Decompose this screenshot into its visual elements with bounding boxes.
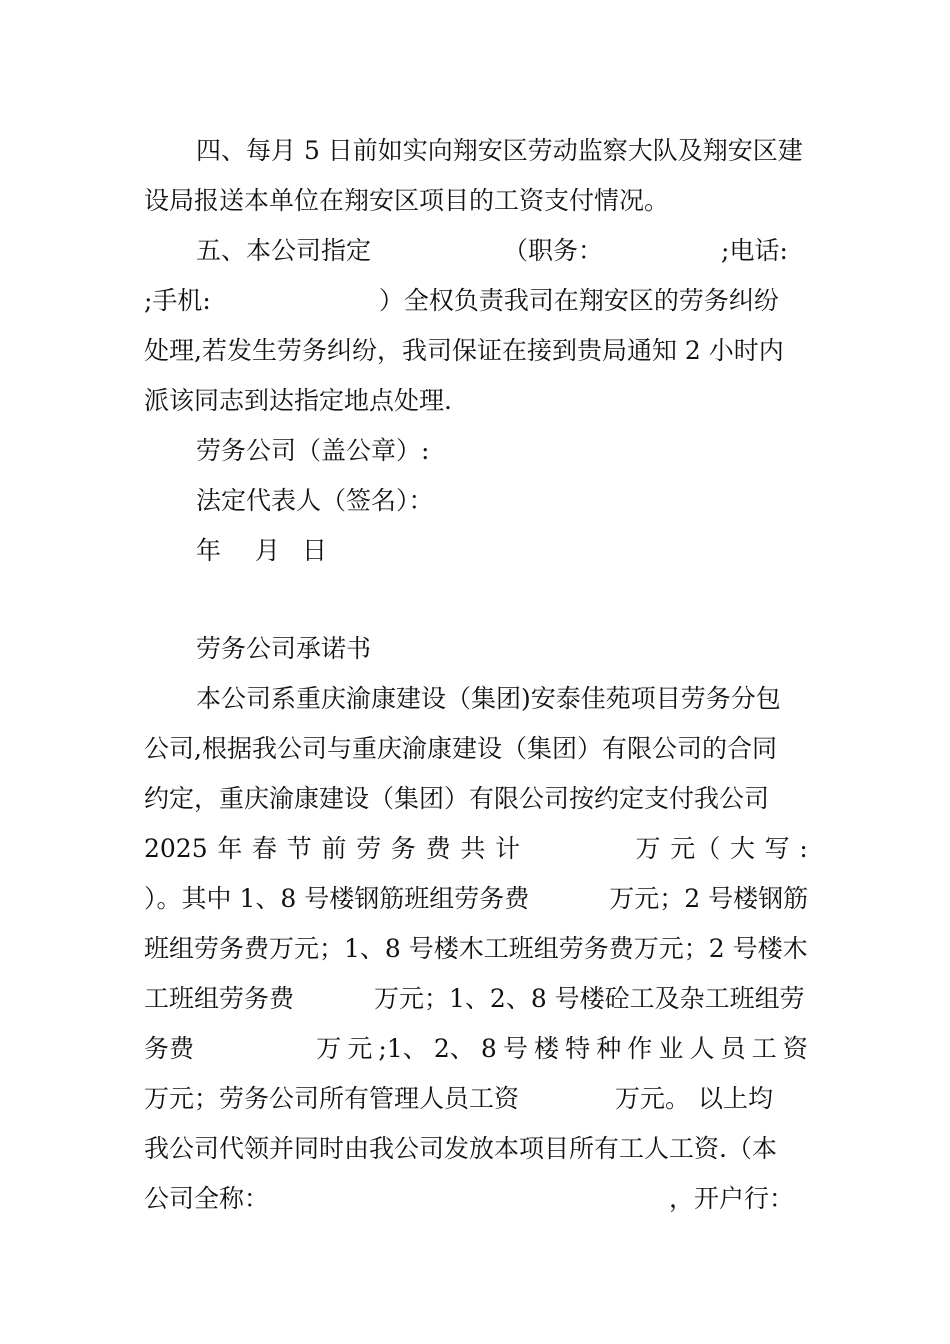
line4-word: 共: [460, 834, 486, 863]
line8-word: 员: [720, 1034, 746, 1063]
line8-word: 务费: [144, 1034, 195, 1063]
date-line: [196, 536, 808, 566]
blank-gap: [530, 834, 626, 864]
line8-word: 2、: [433, 1034, 475, 1063]
management-wage: 万元；劳务公司所有管理人员工资: [144, 1084, 520, 1113]
section-five-designate: 五、本公司指定: [196, 236, 372, 265]
line8-word: 号: [502, 1034, 528, 1063]
rebar-fee-1-8: ）。其中 1、8 号楼钢筋班组劳务费: [144, 884, 530, 913]
section-four-line-2: 设局报送本单位在翔安区项目的工资支付情况。: [144, 186, 670, 215]
commitment-line-2: 公司,根据我公司与重庆渝康建设（集团）有限公司的合同: [144, 734, 777, 763]
line4-word: 劳: [356, 834, 382, 863]
line8-word: 种: [596, 1034, 622, 1063]
company-seal-label: 劳务公司（盖公章）:: [196, 436, 430, 465]
commitment-line-5: [144, 884, 808, 914]
section-five-line-3: 处理,若发生劳务纠纷，我司保证在接到贵局通知 2 小时内: [144, 336, 784, 365]
above-all: 万元。 以上均: [615, 1084, 773, 1113]
line8-word: ;1、: [378, 1034, 428, 1063]
commitment-line-10: 我公司代领并同时由我公司发放本项目所有工人工资.（本: [144, 1134, 777, 1163]
line4-word: 春: [252, 834, 278, 863]
line8-word: 资: [782, 1034, 808, 1063]
blank-gap: [200, 1034, 310, 1064]
commitment-line-11: [144, 1184, 808, 1214]
date-year: 年: [196, 536, 222, 565]
line8-word: 8: [480, 1034, 497, 1063]
line8-word: 楼: [533, 1034, 559, 1063]
date-month: 月: [255, 536, 281, 565]
section-five-mobile: ;手机:: [144, 286, 211, 315]
section-five-line-1: [196, 236, 808, 266]
line8-word: 特: [565, 1034, 591, 1063]
section-five-responsibility: ）全权负责我司在翔安区的劳务纠纷: [378, 286, 779, 315]
date-day: 日: [302, 536, 328, 565]
line8-word: 人: [689, 1034, 715, 1063]
bank-label: ，开户行：: [669, 1184, 795, 1213]
line4-word: 2025: [144, 834, 208, 863]
commitment-line-4: [144, 834, 808, 864]
section-four-line-1: 四、每月 5 日前如实向翔安区劳动监察大队及翔安区建: [196, 136, 803, 165]
section-five-line-4: 派该同志到达指定地点处理.: [144, 386, 452, 415]
line4-word: :: [799, 834, 808, 863]
commitment-line-8: [144, 1034, 808, 1064]
section-five-phone: ;电话:: [721, 236, 788, 265]
concrete-fee: 万元；1、2、8 号楼砼工及杂工班组劳: [374, 984, 805, 1013]
line4-word: 元（: [670, 834, 721, 863]
line4-word: 务: [390, 834, 416, 863]
line4-word: 前: [321, 834, 347, 863]
line4-word: 费: [425, 834, 451, 863]
commitment-line-6: 班组劳务费万元；1、8 号楼木工班组劳务费万元；2 号楼木: [144, 934, 808, 963]
section-five-position: （职务：: [503, 236, 604, 265]
line4-word: 万: [635, 834, 661, 863]
line8-word: 万: [316, 1034, 342, 1063]
commitment-title: 劳务公司承诺书: [196, 634, 372, 663]
carpentry-fee-2: 工班组劳务费: [144, 984, 295, 1013]
line4-word: 写: [764, 834, 790, 863]
commitment-line-1: 本公司系重庆渝康建设（集团)安泰佳苑项目劳务分包: [196, 684, 781, 713]
line4-word: 年: [217, 834, 243, 863]
line8-word: 业: [658, 1034, 684, 1063]
line8-word: 工: [751, 1034, 777, 1063]
rebar-fee-2: 万元；2 号楼钢筋: [609, 884, 809, 913]
commitment-line-7: [144, 984, 808, 1014]
line4-word: 大: [729, 834, 755, 863]
company-full-name-label: 公司全称：: [144, 1184, 270, 1213]
line4-word: 计: [495, 834, 521, 863]
line4-word: 节: [286, 834, 312, 863]
commitment-line-3: 约定，重庆渝康建设（集团）有限公司按约定支付我公司: [144, 784, 770, 813]
line8-word: 作: [627, 1034, 653, 1063]
legal-rep-label: 法定代表人（签名）：: [196, 486, 434, 515]
section-five-line-2: [144, 286, 808, 316]
commitment-line-9: [144, 1084, 808, 1114]
line8-word: 元: [347, 1034, 373, 1063]
